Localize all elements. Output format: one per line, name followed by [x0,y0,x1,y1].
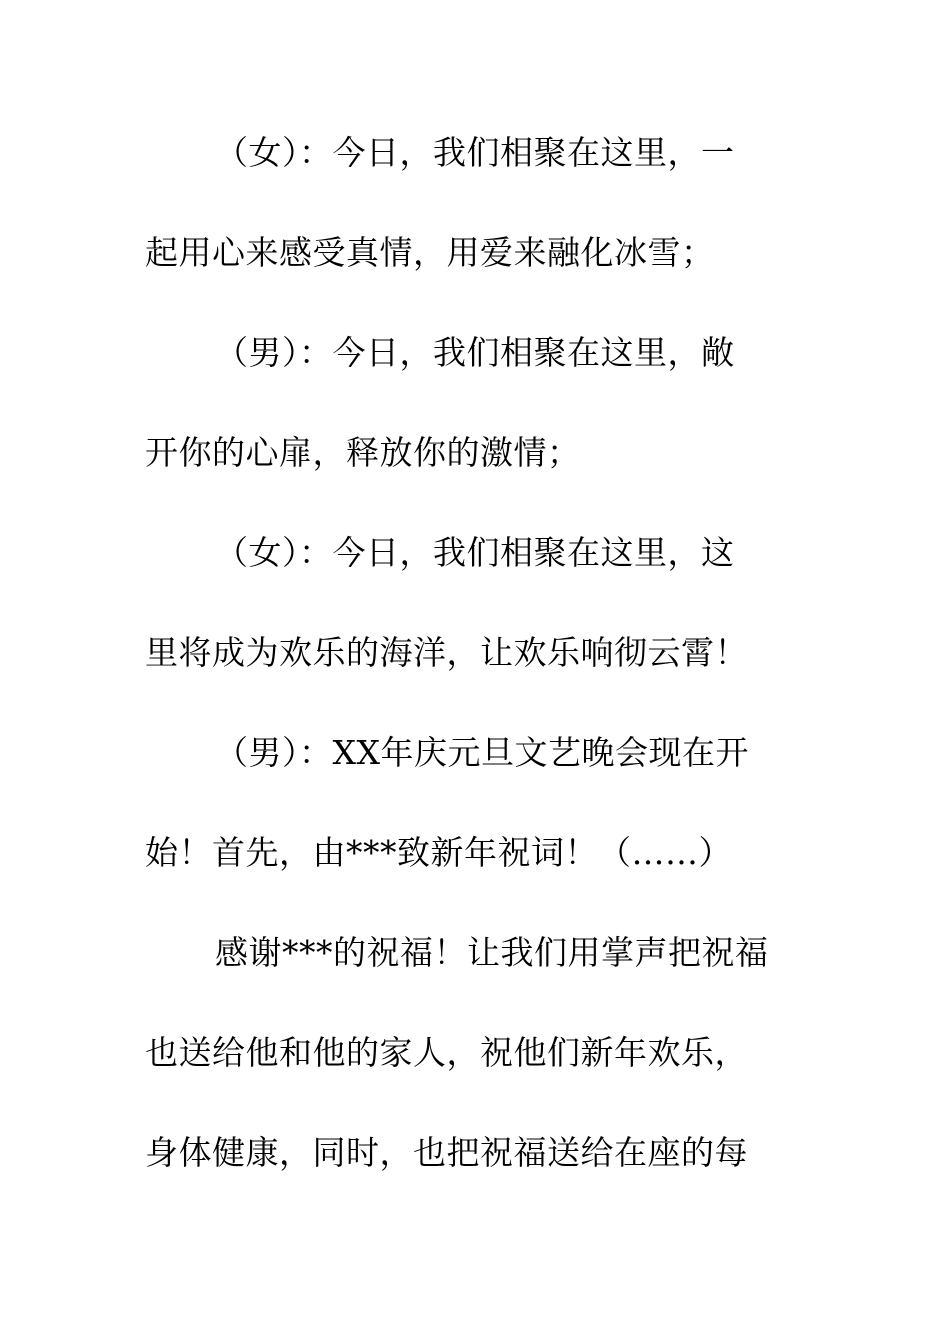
text-line-1: （女）：今日，我们相聚在这里，一 [215,133,735,172]
text-line-8: 始！首先，由***致新年祝词！（……） [145,833,732,872]
text-line-3: （男）：今日，我们相聚在这里，敞 [215,333,735,372]
text-line-2: 起用心来感受真情，用爱来融化冰雪； [145,233,715,272]
text-line-5: （女）：今日，我们相聚在这里，这 [215,533,735,572]
text-line-7: （男）：XX年庆元旦文艺晚会现在开 [215,733,749,772]
text-line-11: 身体健康，同时，也把祝福送给在座的每 [145,1133,748,1172]
text-line-9: 感谢***的祝福！让我们用掌声把祝福 [215,933,769,972]
text-line-4: 开你的心扉，释放你的激情； [145,433,581,472]
text-line-6: 里将成为欢乐的海洋，让欢乐响彻云霄！ [145,633,748,672]
text-line-10: 也送给他和他的家人，祝他们新年欢乐， [145,1033,748,1072]
